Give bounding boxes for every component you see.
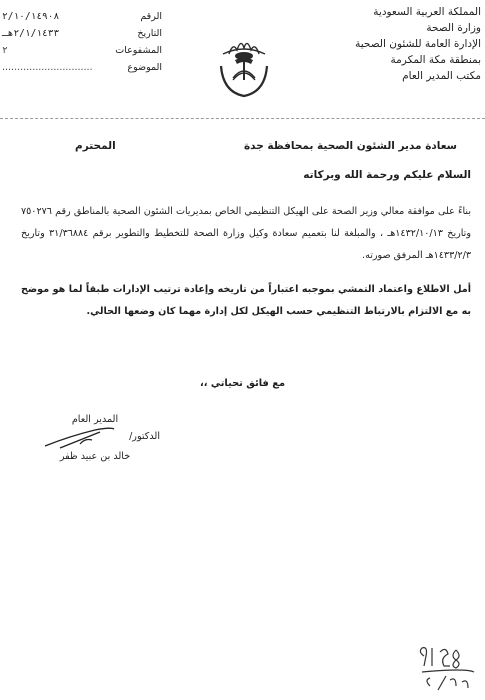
reference-date-row — [2, 25, 162, 42]
signatory-doctor-row — [30, 428, 160, 448]
attachments-label: المشفوعات — [115, 45, 162, 56]
reference-block — [2, 8, 162, 76]
issuer-line-office: مكتب المدير العام — [402, 70, 481, 82]
recipient-text: سعادة مدير الشئون الصحية بمحافظة جدة — [243, 140, 457, 152]
attachments-row — [2, 42, 162, 59]
respected-text: المحترم — [75, 140, 116, 152]
body-paragraph-1: بناءً على موافقة معالي وزير الصحة على الهيكل التنظيمي الخاص بمديريات الشئون الصحية بالمناطق رقم ٧٥٠٢٧٦ وتاريخ ١٤٣٢/١٠/١٣هـ ، والمبلغة لنا بتعميم سعادة وكيل وزارة الصحة للتخطيط والتطوير برقم ٣١/٣٦٨٨٤ وتاريخ ١٤٣٣/٢/٣هـ المرفق صورته. — [21, 206, 471, 261]
signature-block — [30, 411, 160, 465]
issuer-line-region: بمنطقة مكة المكرمة — [390, 54, 481, 66]
header-divider — [0, 118, 485, 119]
subject-label: الموضوع — [127, 62, 162, 73]
closing-text: مع فائق تحياتي ،، — [199, 378, 286, 389]
attachments-value: ٢ — [2, 45, 8, 56]
signatory-title: المدير العام — [71, 414, 119, 425]
handwritten-annotation-icon — [410, 642, 480, 697]
doctor-label: الدكتور/ — [129, 431, 160, 442]
letterhead-issuer — [331, 4, 481, 84]
body-paragraph-2: أمل الاطلاع واعتماد التمشي بموجبه اعتباراً من تاريخه وإعادة ترتيب الإدارات طبقاً لما هو موضح به مع الالتزام بالارتباط التنظيمي حسب الهيكل لكل إدارة مهما كان وضعها الحالي. — [21, 284, 471, 317]
date-label: التاريخ — [137, 28, 162, 39]
handwritten-signature-icon — [40, 422, 120, 452]
saudi-emblem-icon — [215, 20, 273, 102]
number-label: الرقم — [140, 11, 162, 22]
subject-leader-dots: .............................. — [2, 62, 93, 73]
issuer-line-ministry: وزارة الصحة — [426, 22, 481, 34]
signatory-name: خالد بن عبيد ظفر — [59, 451, 131, 462]
issuer-line-directorate: الإدارة العامة للشئون الصحية — [355, 38, 481, 50]
number-value: ٢/١٠/١٤٩٠٨ — [2, 11, 60, 22]
date-value: ٢/١/١٤٣٣هـ — [2, 28, 60, 39]
issuer-line-kingdom: المملكة العربية السعودية — [373, 6, 481, 18]
subject-row — [2, 59, 162, 76]
reference-number-row — [2, 8, 162, 25]
greeting-text: السلام عليكم ورحمة الله وبركاته — [303, 169, 471, 181]
